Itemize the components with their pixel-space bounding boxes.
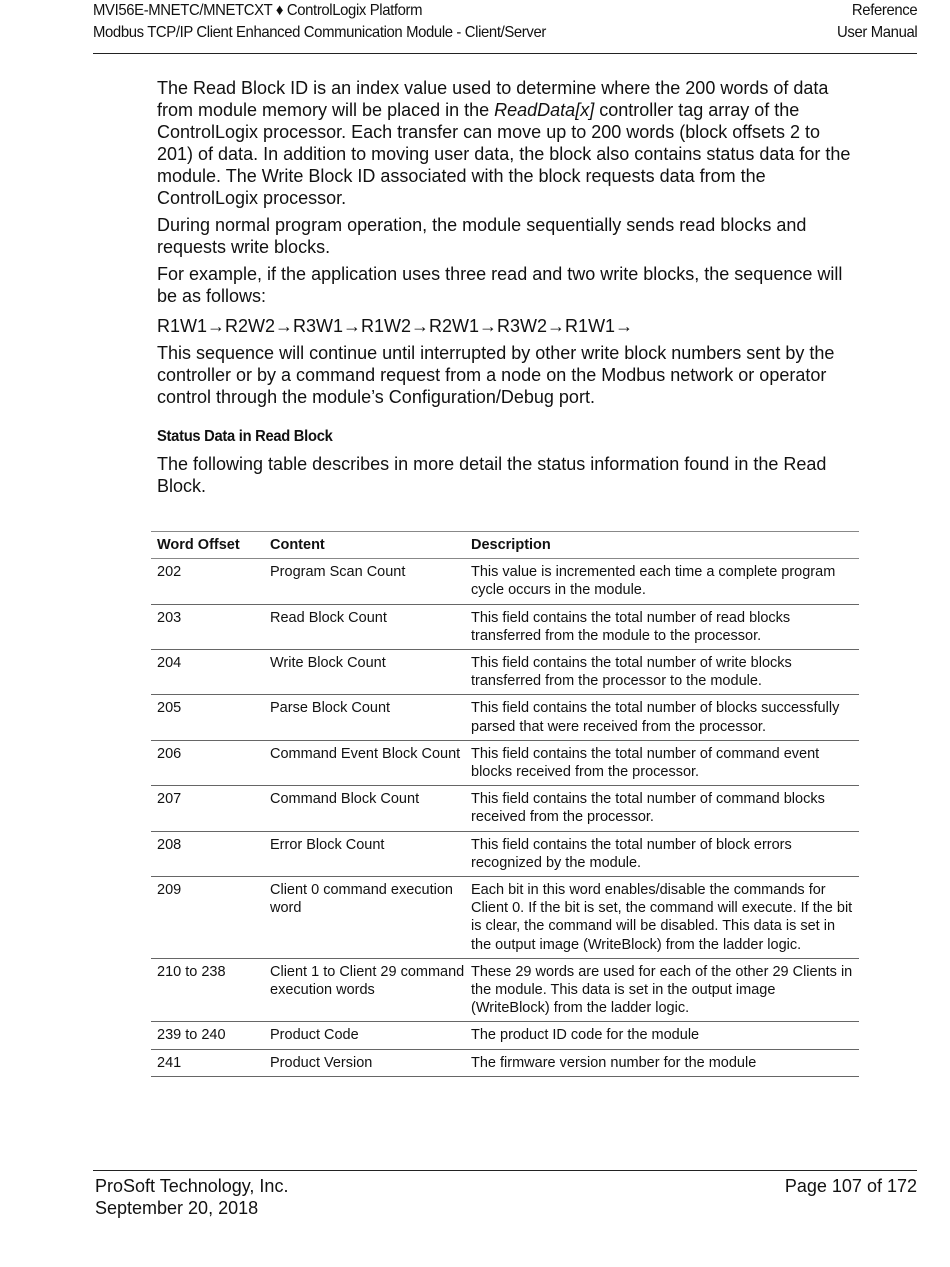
footer-date: September 20, 2018 — [95, 1198, 259, 1218]
cell-description: The firmware version number for the module — [471, 1054, 757, 1071]
table-row — [151, 605, 859, 650]
paragraph-sequence-note: This sequence will continue until interrupted by other write block numbers sent by the controller or by a command request from a node on the Modbus network or operator control through the module’s Configuration/Debug port. — [157, 343, 835, 407]
cell-word-offset: 204 — [157, 655, 182, 672]
cell-content: Client 0 command execution word — [270, 882, 453, 917]
header-doc-type: User Manual — [836, 24, 917, 41]
table-header-row — [151, 532, 859, 559]
tag-name: ReadData[x] — [494, 100, 595, 120]
block-sequence: R1W1→R2W2→R3W1→R1W2→R2W1→R3W2→R1W1→ — [157, 316, 634, 336]
cell-description: This field contains the total number of command event blocks received from the processor. — [471, 745, 820, 781]
header-product-subtitle: Modbus TCP/IP Client Enhanced Communication Module - Client/Server — [93, 24, 546, 41]
cell-description: Each bit in this word enables/disable the commands for Client 0. If the bit is set, the command will execute. If the bit is clear, the command will be disabled. This data is set in the output image (WriteBlock) from the ladder logic. — [471, 882, 853, 953]
cell-word-offset: 206 — [157, 745, 182, 762]
cell-description: This value is incremented each time a complete program cycle occurs in the module. — [471, 564, 836, 599]
table-row — [151, 559, 859, 604]
column-header-content: Content — [270, 537, 325, 553]
table-row — [151, 741, 859, 786]
paragraph-normal-operation: During normal program operation, the module sequentially sends read blocks and requests write blocks. — [157, 215, 807, 257]
cell-content: Product Version — [270, 1054, 373, 1071]
cell-content: Read Block Count — [270, 609, 387, 626]
cell-content: Write Block Count — [270, 655, 386, 672]
table-row — [151, 786, 859, 831]
cell-word-offset: 210 to 238 — [157, 963, 226, 980]
cell-description: This field contains the total number of blocks successfully parsed that were received from the processor. — [471, 700, 840, 735]
cell-word-offset: 207 — [157, 791, 182, 808]
table-row — [151, 1022, 859, 1049]
cell-word-offset: 208 — [157, 836, 182, 853]
table-row — [151, 877, 859, 959]
cell-description: This field contains the total number of write blocks transferred from the processor to the module. — [471, 655, 792, 690]
page-header — [93, 0, 917, 54]
paragraph-text: The Read Block ID is an index value used to determine where the 200 words of data from module memory will be placed in the — [157, 78, 829, 120]
cell-description: These 29 words are used for each of the other 29 Clients in the module. This data is set in the output image (WriteBlock) from the ladder logic. — [471, 963, 853, 1017]
cell-description: The product ID code for the module — [471, 1027, 700, 1044]
header-section: Reference — [851, 2, 917, 19]
cell-word-offset: 239 to 240 — [157, 1027, 226, 1044]
cell-content: Command Event Block Count — [270, 745, 461, 762]
table-row — [151, 650, 859, 695]
page-body — [157, 77, 857, 502]
paragraph-text: controller tag array of the ControlLogix processor. Each transfer can move up to 200 words (block offsets 2 to 201) of data. In addition to moving user data, the block also contains status data for the module. The Write Block ID associated with the block requests data from the ControlLogix processor. — [157, 100, 851, 208]
cell-word-offset: 205 — [157, 700, 182, 717]
header-product-title: MVI56E-MNETC/MNETCXT ♦ ControlLogix Platform — [93, 2, 423, 19]
paragraph-read-block-id — [157, 77, 857, 209]
paragraph-example: For example, if the application uses three read and two write blocks, the sequence will be as follows: — [157, 264, 843, 306]
cell-content: Error Block Count — [270, 836, 385, 853]
cell-word-offset: 203 — [157, 609, 182, 626]
column-header-word-offset: Word Offset — [157, 537, 240, 553]
status-data-table — [151, 531, 859, 1077]
section-heading: Status Data in Read Block — [157, 428, 333, 445]
cell-content: Command Block Count — [270, 791, 420, 808]
cell-content: Product Code — [270, 1027, 359, 1044]
table-row — [151, 832, 859, 877]
cell-word-offset: 202 — [157, 564, 182, 581]
page-footer — [93, 1170, 917, 1218]
table-row — [151, 695, 859, 740]
cell-word-offset: 209 — [157, 882, 182, 899]
footer-company: ProSoft Technology, Inc. — [95, 1176, 289, 1196]
cell-description: This field contains the total number of read blocks transferred from the module to the processor. — [471, 609, 791, 644]
table-row — [151, 1050, 859, 1077]
page-number: Page 107 of 172 — [784, 1176, 917, 1196]
paragraph-table-intro: The following table describes in more detail the status information found in the Read Block. — [157, 454, 827, 496]
cell-word-offset: 241 — [157, 1054, 182, 1071]
cell-content: Program Scan Count — [270, 564, 406, 581]
table-row — [151, 959, 859, 1023]
cell-description: This field contains the total number of command blocks received from the processor. — [471, 791, 825, 826]
cell-description: This field contains the total number of block errors recognized by the module. — [471, 836, 792, 871]
cell-content: Client 1 to Client 29 command execution words — [270, 963, 465, 999]
column-header-description: Description — [471, 537, 551, 553]
cell-content: Parse Block Count — [270, 700, 391, 717]
